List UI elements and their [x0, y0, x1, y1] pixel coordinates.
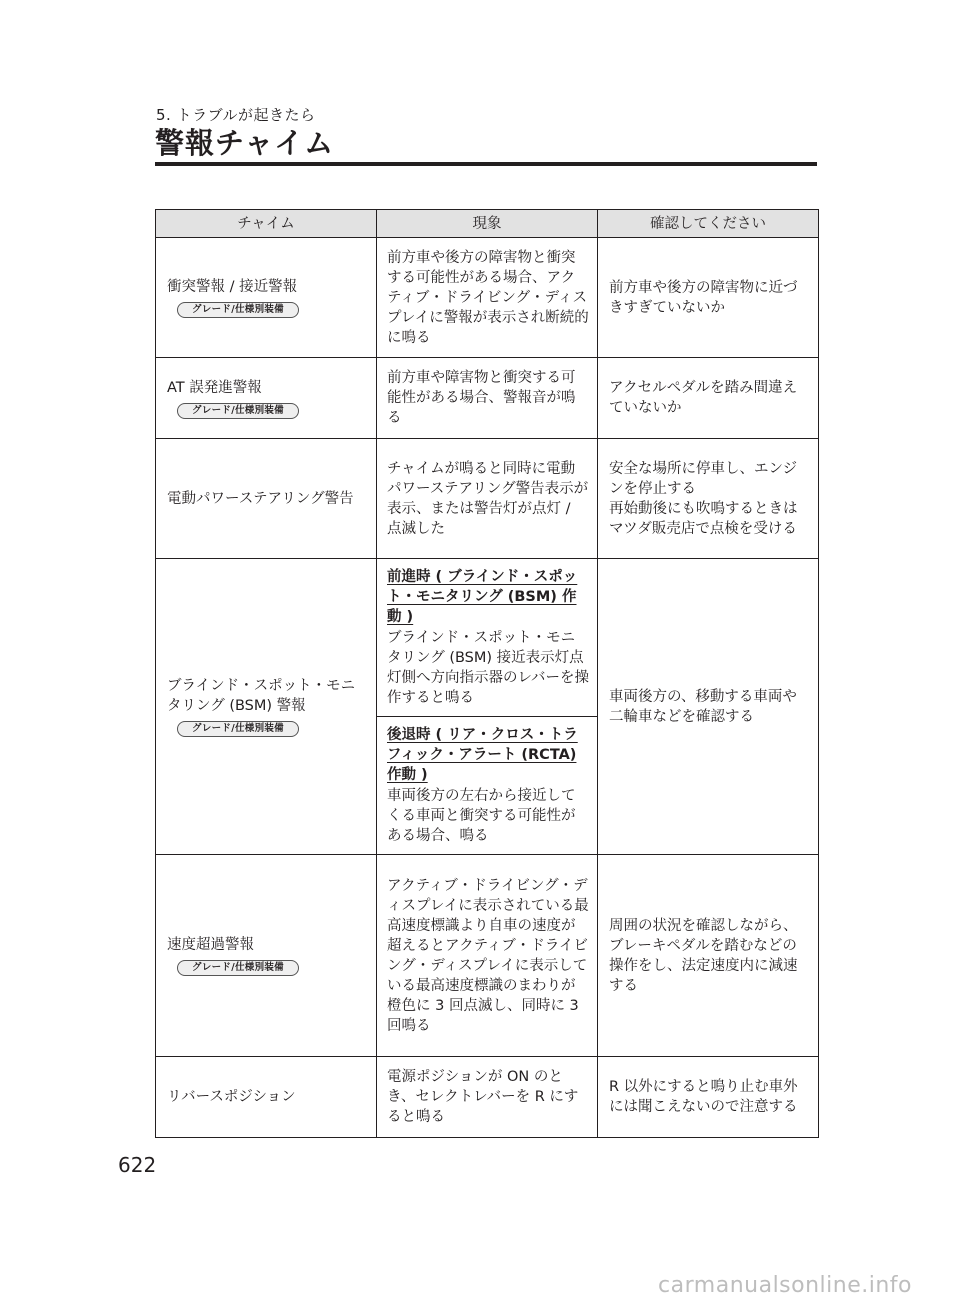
page-number: 622	[118, 1153, 157, 1177]
table-row	[156, 439, 819, 559]
section-heading: 5. トラブルが起きたら	[156, 106, 316, 124]
phenomenon-cell: アクティブ・ドライビング・ディスプレイに表示されている最高速度標識より自車の速度が超えるとアクティブ・ドライビング・ディスプレイに表示している最高速度標識のまわりが橙色に 3 回点滅し、同時に 3 回鳴る	[377, 855, 598, 1057]
phenomenon-cell: 前方車や障害物と衝突する可能性がある場合、警報音が鳴る	[377, 358, 598, 439]
check-cell: R 以外にすると鳴り止む車外には聞こえないので注意する	[598, 1057, 819, 1138]
check-cell: 安全な場所に停車し、エンジンを停止する 再始動後にも吹鳴するときはマツダ販売店で点検を受ける	[598, 439, 819, 559]
check-cell: アクセルペダルを踏み間違えていないか	[598, 358, 819, 439]
grade-badge: グレード/仕様別装備	[177, 721, 299, 737]
grade-badge: グレード/仕様別装備	[177, 960, 299, 976]
phenomenon-cell	[377, 717, 598, 855]
table-row	[156, 855, 819, 1057]
phenomenon-cell: 電源ポジションが ON のとき、セレクトレバーを R にすると鳴る	[377, 1057, 598, 1138]
chime-cell	[156, 238, 377, 358]
check-cell: 車両後方の、移動する車両や二輪車などを確認する	[598, 559, 819, 855]
chime-cell	[156, 855, 377, 1057]
phenomenon-subheading: 後退時 ( リア・クロス・トラフィック・アラート (RCTA) 作動 )	[387, 727, 578, 783]
check-cell: 周囲の状況を確認しながら、ブレーキペダルを踏むなどの操作をし、法定速度内に減速する	[598, 855, 819, 1057]
table-row	[156, 559, 819, 717]
table-row	[156, 238, 819, 358]
grade-badge: グレード/仕様別装備	[177, 403, 299, 419]
phenomenon-cell: チャイムが鳴ると同時に電動パワーステアリング警告表示が表示、または警告灯が点灯 / 点滅した	[377, 439, 598, 559]
phenomenon-subheading: 前進時 ( ブラインド・スポット・モニタリング (BSM) 作動 )	[387, 569, 578, 625]
column-header: 現象	[377, 210, 598, 238]
chime-label: 衝突警報 / 接近警報	[167, 279, 298, 295]
title-rule	[155, 162, 817, 166]
phenomenon-text: 車両後方の左右から接近してくる車両と衝突する可能性がある場合、鳴る	[387, 788, 576, 844]
chime-label: AT 誤発進警報	[167, 379, 262, 396]
chime-cell	[156, 559, 377, 855]
phenomenon-text: ブラインド・スポット・モニタリング (BSM) 接近表示灯点灯側へ方向指示器のレバーを操作すると鳴る	[387, 630, 589, 706]
phenomenon-cell: 前方車や後方の障害物と衝突する可能性がある場合、アクティブ・ドライビング・ディスプレイに警報が表示され断続的に鳴る	[377, 238, 598, 358]
table-row	[156, 1057, 819, 1138]
chime-table	[155, 209, 819, 1138]
chime-label: ブラインド・スポット・モニタリング (BSM) 警報	[167, 678, 356, 714]
page-title: 警報チャイム	[155, 126, 335, 160]
column-header: チャイム	[156, 210, 377, 238]
chime-cell: 電動パワーステアリング警告	[156, 439, 377, 559]
chime-label: 速度超過警報	[167, 937, 254, 953]
table-header-row	[156, 210, 819, 238]
grade-badge: グレード/仕様別装備	[177, 302, 299, 318]
watermark: carmanualsonline.info	[658, 1273, 912, 1298]
table-row	[156, 358, 819, 439]
column-header: 確認してください	[598, 210, 819, 238]
chime-cell	[156, 358, 377, 439]
check-cell: 前方車や後方の障害物に近づきすぎていないか	[598, 238, 819, 358]
phenomenon-cell	[377, 559, 598, 717]
chime-cell: リバースポジション	[156, 1057, 377, 1138]
